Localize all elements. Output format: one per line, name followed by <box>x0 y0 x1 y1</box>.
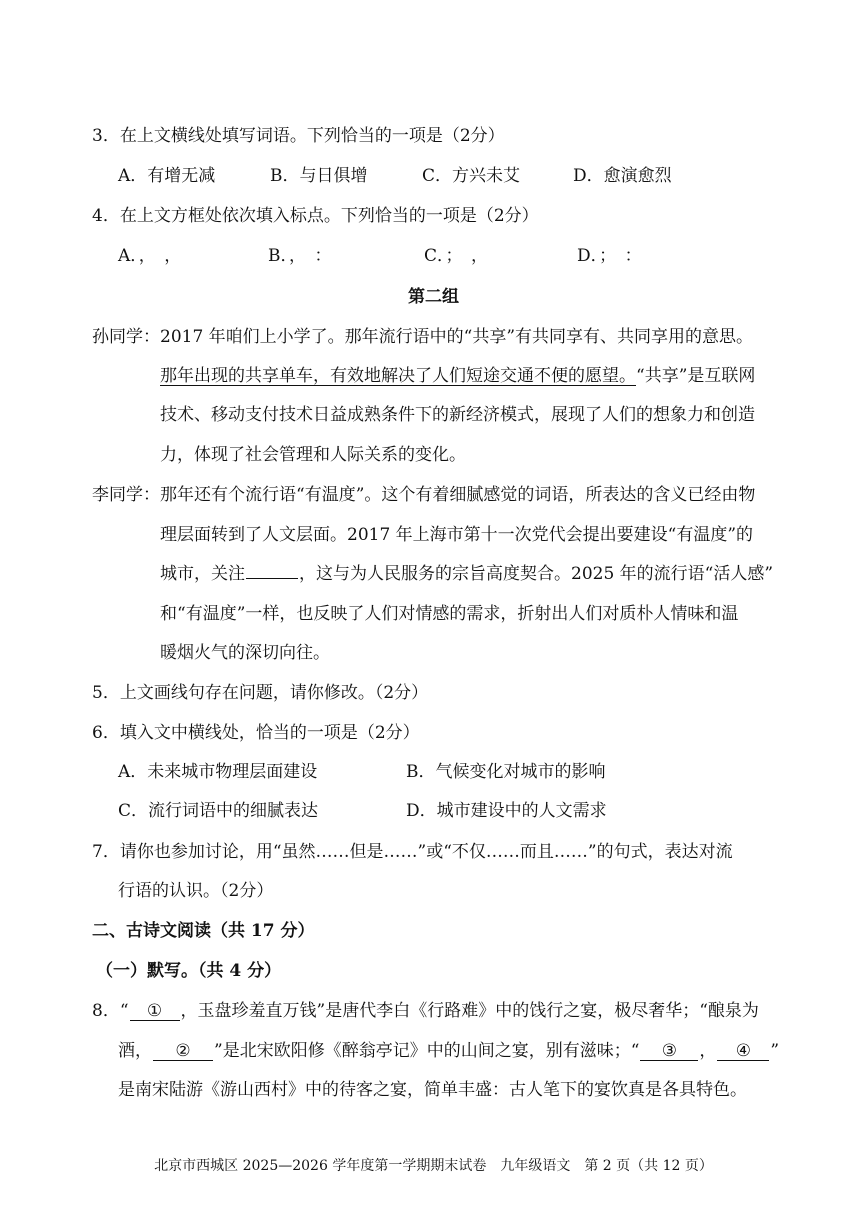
q3-option-a: A．有增无减 <box>118 166 216 186</box>
q7-line-1: 7．请你也参加讨论，用“虽然……但是……”或“不仅……而且……”的句式，表达对流 <box>92 842 733 862</box>
q4-stem: 4．在上文方框处依次填入标点。下列恰当的一项是（2分） <box>92 206 539 226</box>
q6-option-b: B．气候变化对城市的影响 <box>406 762 606 782</box>
q8-num: 8．“ <box>92 1001 129 1021</box>
q8-text-2a: 酒， <box>118 1041 152 1061</box>
q6-option-d: D．城市建设中的人文需求 <box>406 801 607 821</box>
sun-text-2: “共享”是互联网 <box>636 366 756 386</box>
subsection-heading: （一）默写。（共 4 分） <box>96 961 282 981</box>
q3-option-b: B．与日俱增 <box>270 166 368 186</box>
q3-option-c: C．方兴未艾 <box>422 166 521 186</box>
sun-line-4: 力，体现了社会管理和人际关系的变化。 <box>160 445 466 465</box>
sun-line-1 <box>92 327 753 347</box>
blank-4: ④ <box>717 1042 769 1061</box>
q7-line-2: 行语的认识。（2分） <box>118 881 274 901</box>
li-line-1 <box>92 485 755 505</box>
speaker-li: 李同学： <box>92 485 160 505</box>
q3-option-d: D．愈演愈烈 <box>573 166 672 186</box>
blank-1: ① <box>130 1002 180 1021</box>
underlined-sentence: 那年出现的共享单车，有效地解决了人们短途交通不便的愿望。 <box>160 366 636 386</box>
q4-option-b: B．， ： <box>268 246 332 266</box>
li-text-3a: 城市，关注 <box>160 564 245 584</box>
li-line-2: 理层面转到了人文层面。2017 年上海市第十一次党代会提出要建设“有温度”的 <box>160 525 754 545</box>
li-text-1: 那年还有个流行语“有温度”。这个有着细腻感觉的词语，所表达的含义已经由物 <box>160 485 756 505</box>
q8-line-2 <box>118 1041 779 1061</box>
sun-text-1: 2017 年咱们上小学了。那年流行语中的“共享”有共同享有、共同享用的意思。 <box>160 327 754 347</box>
q6-stem: 6．填入文中横线处，恰当的一项是（2分） <box>92 723 420 743</box>
q6-blank <box>246 578 298 579</box>
q6-option-c: C．流行词语中的细腻表达 <box>118 801 319 821</box>
q8-text-2b: ”是北宋欧阳修《醉翁亭记》中的山间之宴，别有滋味；“ <box>214 1041 640 1061</box>
q8-text-1: ，玉盘珍羞直万钱”是唐代李白《行路难》中的饯行之宴，极尽奢华；“酿泉为 <box>180 1001 759 1021</box>
li-line-3 <box>160 564 773 584</box>
q4-option-c: C．； ， <box>424 246 489 266</box>
q8-line-3: 是南宋陆游《游山西村》中的待客之宴，简单丰盛：古人笔下的宴饮真是各具特色。 <box>118 1080 747 1100</box>
group-title: 第二组 <box>408 287 459 307</box>
li-text-3b: ，这与为人民服务的宗旨高度契合。2025 年的流行语“活人感” <box>299 564 774 584</box>
page-footer: 北京市西城区 2025—2026 学年度第一学期期末试卷 九年级语文 第 2 页（共 12 页） <box>154 1158 713 1174</box>
sun-line-2 <box>160 366 755 386</box>
li-line-5: 暖烟火气的深切向往。 <box>160 643 330 663</box>
q8-line-1 <box>92 1001 759 1021</box>
blank-2: ② <box>153 1042 213 1061</box>
q4-option-a: A．， ， <box>118 246 182 266</box>
speaker-sun: 孙同学： <box>92 327 160 347</box>
blank-3: ③ <box>640 1042 698 1061</box>
q4-option-d: D．； ： <box>577 246 642 266</box>
sun-line-3: 技术、移动支付技术日益成熟条件下的新经济模式，展现了人们的想象力和创造 <box>160 405 755 425</box>
section-heading: 二、古诗文阅读（共 17 分） <box>92 921 315 941</box>
q8-sep: ， <box>699 1041 717 1061</box>
q8-close: ” <box>770 1041 780 1061</box>
q5-stem: 5．上文画线句存在问题，请你修改。（2分） <box>92 683 429 703</box>
li-line-4: 和“有温度”一样，也反映了人们对情感的需求，折射出人们对质朴人情味和温 <box>160 604 739 624</box>
q6-option-a: A．未来城市物理层面建设 <box>118 762 318 782</box>
q3-stem: 3．在上文横线处填写词语。下列恰当的一项是（2分） <box>92 126 505 146</box>
